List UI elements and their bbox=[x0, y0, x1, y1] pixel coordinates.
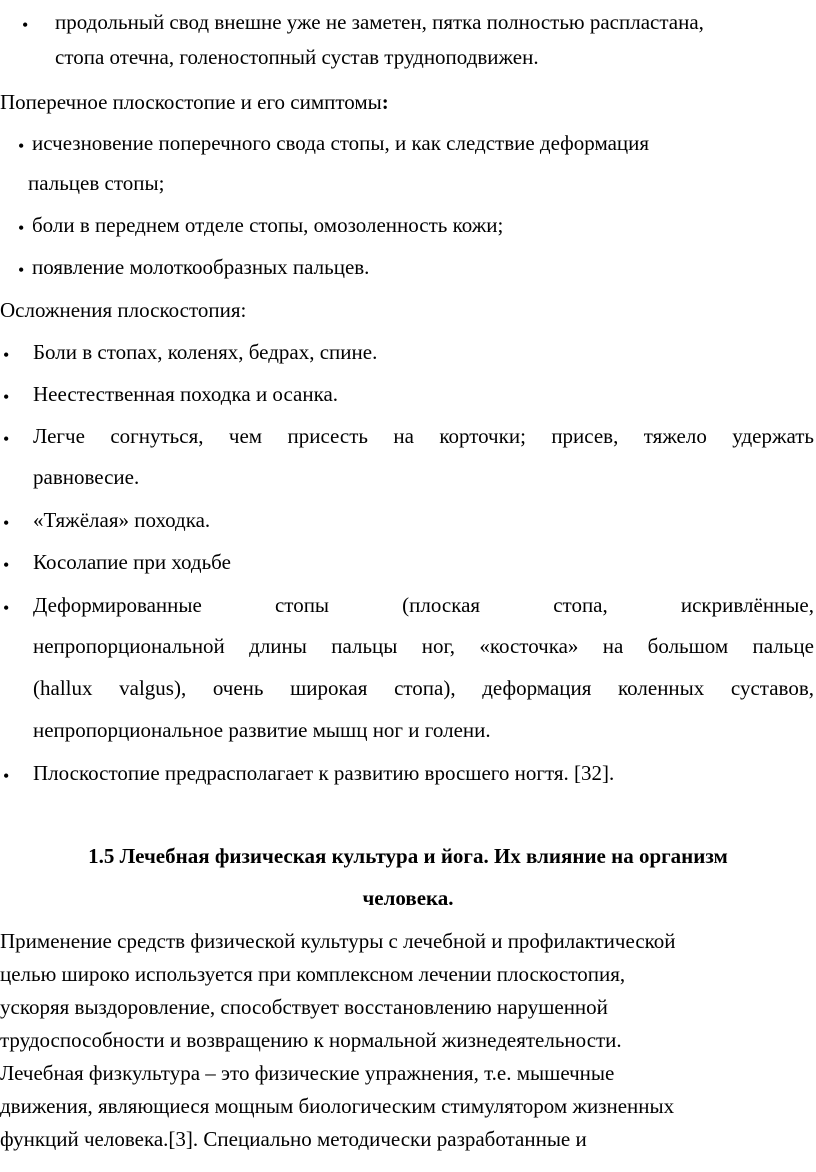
paragraph-line: функций человека.[3]. Специально методически разработанные и bbox=[0, 1127, 587, 1151]
word: непропорциональной bbox=[33, 634, 225, 658]
section-subheading: Осложнения плоскостопия: bbox=[0, 298, 247, 322]
word: ног, bbox=[421, 634, 455, 658]
bullet-icon: • bbox=[3, 766, 10, 786]
bullet-icon: • bbox=[3, 429, 10, 449]
word: пальцы bbox=[331, 634, 398, 658]
list-item-continuation: непропорциональное развитие мышц ног и голени. bbox=[33, 718, 491, 742]
bullet-icon: • bbox=[3, 598, 10, 618]
word: корточки; bbox=[439, 424, 526, 448]
list-item: «Тяжёлая» походка. bbox=[33, 508, 211, 532]
list-item-continuation: пальцев стопы; bbox=[28, 171, 165, 195]
word: присесть bbox=[287, 424, 368, 448]
bullet-icon: • bbox=[3, 387, 10, 407]
paragraph-line: продольный свод внешне уже не заметен, пятка полностью распластана, bbox=[55, 10, 704, 34]
word: «косточка» bbox=[479, 634, 579, 658]
paragraph-line: ускоряя выздоровление, способствует восстановлению нарушенной bbox=[0, 995, 608, 1019]
word: большом bbox=[647, 634, 729, 658]
word: удержать bbox=[732, 424, 814, 448]
word: коленных bbox=[618, 676, 705, 700]
word: на bbox=[602, 634, 624, 658]
word: стопа), bbox=[394, 676, 456, 700]
word: деформация bbox=[482, 676, 592, 700]
bullet-icon: • bbox=[3, 555, 10, 575]
word: очень bbox=[212, 676, 264, 700]
section-subheading bbox=[0, 92, 389, 113]
list-item-justified bbox=[33, 636, 814, 657]
bullet-icon: • bbox=[3, 345, 10, 365]
list-item: боли в переднем отделе стопы, омозоленность кожи; bbox=[32, 213, 504, 237]
word: суставов, bbox=[730, 676, 814, 700]
word: тяжело bbox=[643, 424, 707, 448]
word: Легче bbox=[33, 424, 85, 448]
paragraph-line: стопа отечна, голеностопный сустав трудноподвижен. bbox=[55, 45, 539, 69]
bullet-icon: • bbox=[18, 218, 25, 238]
word: длины bbox=[249, 634, 307, 658]
list-item: Плоскостопие предрасполагает к развитию вросшего ногтя. [32]. bbox=[33, 761, 615, 785]
list-item: Неестественная походка и осанка. bbox=[33, 382, 339, 406]
section-title-continuation: человека. bbox=[362, 886, 454, 910]
word: широкая bbox=[290, 676, 368, 700]
list-item: исчезновение поперечного свода стопы, и как следствие деформация bbox=[32, 131, 650, 155]
paragraph-line: Применение средств физической культуры с лечебной и профилактической bbox=[0, 929, 676, 953]
word: (плоская bbox=[402, 593, 481, 617]
paragraph-line: трудоспособности и возвращению к нормальной жизнедеятельности. bbox=[0, 1028, 622, 1052]
word: чем bbox=[228, 424, 263, 448]
word: присев, bbox=[551, 424, 619, 448]
word: искривлённые, bbox=[680, 593, 814, 617]
list-item-justified bbox=[33, 595, 814, 616]
list-item-justified bbox=[33, 678, 814, 699]
paragraph-line: Лечебная физкультура – это физические упражнения, т.е. мышечные bbox=[0, 1061, 615, 1085]
word: на bbox=[393, 424, 414, 448]
bullet-icon: • bbox=[18, 260, 25, 280]
word: (hallux bbox=[33, 676, 93, 700]
bullet-icon: • bbox=[18, 136, 25, 156]
subheading-text: Поперечное плоскостопие и его симптомы bbox=[0, 90, 382, 114]
list-item: Боли в стопах, коленях, бедрах, спине. bbox=[33, 340, 378, 364]
word: стопы bbox=[274, 593, 330, 617]
paragraph-line: движения, являющиеся мощным биологическим стимулятором жизненных bbox=[0, 1094, 675, 1118]
word: Деформированные bbox=[33, 593, 202, 617]
bullet-icon: • bbox=[22, 15, 29, 35]
list-item-justified bbox=[33, 426, 814, 447]
word: стопа, bbox=[553, 593, 608, 617]
list-item: Косолапие при ходьбе bbox=[33, 550, 231, 574]
word: согнуться, bbox=[110, 424, 204, 448]
bullet-icon: • bbox=[3, 513, 10, 533]
section-title: 1.5 Лечебная физическая культура и йога. Их влияние на организм bbox=[88, 844, 728, 868]
word: valgus), bbox=[119, 676, 187, 700]
subheading-colon: : bbox=[381, 90, 389, 114]
list-item-continuation: равновесие. bbox=[33, 465, 140, 489]
word: пальце bbox=[752, 634, 814, 658]
list-item: появление молоткообразных пальцев. bbox=[32, 255, 370, 279]
paragraph-line: целью широко используется при комплексном лечении плоскостопия, bbox=[0, 962, 626, 986]
